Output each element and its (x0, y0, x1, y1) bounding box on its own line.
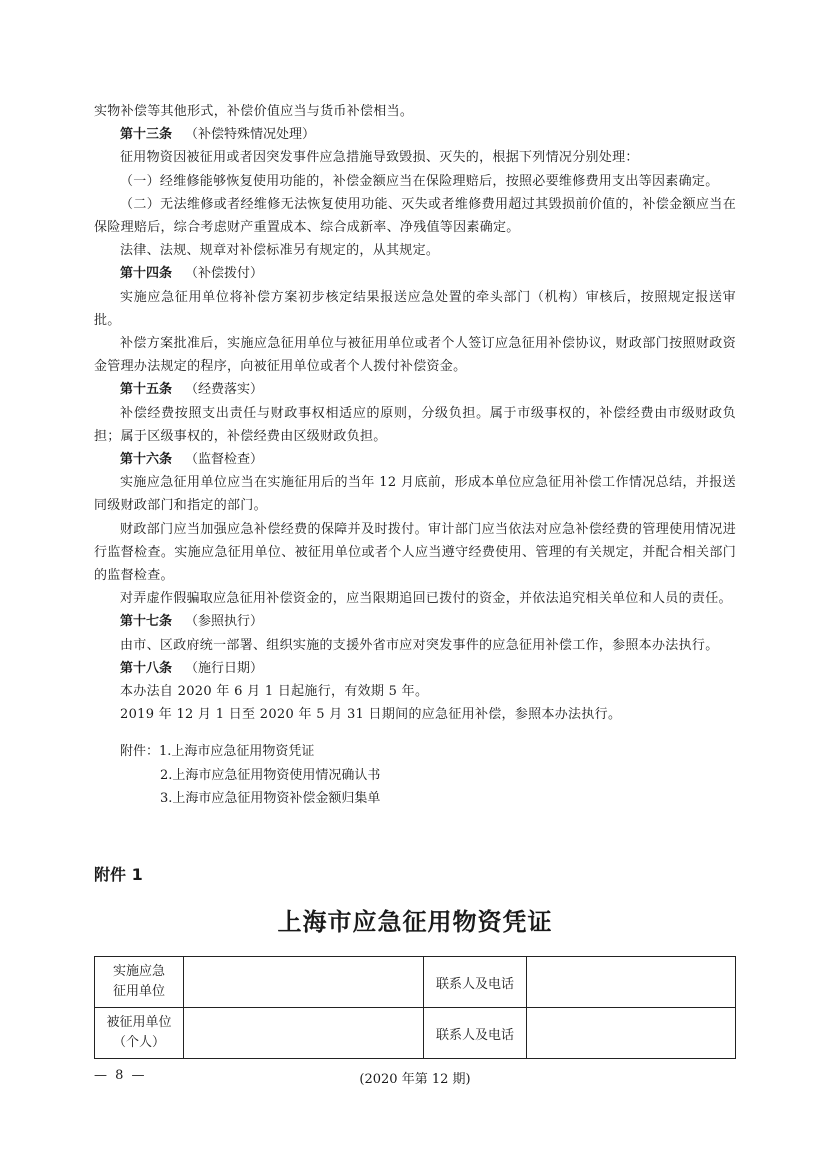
attachment-item: 1.上海市应急征用物资凭证 (159, 744, 315, 760)
spacer (94, 726, 736, 740)
contact-label: 联系人及电话 (424, 957, 527, 1008)
paragraph: （一）经维修能够恢复使用功能的，补偿金额应当在保险理赔后，按照必要维修费用支出等因素确定。 (120, 173, 719, 189)
article-heading-15: 第十五条 （经费落实） (120, 382, 264, 398)
paragraph: 由市、区政府统一部署、组织实施的支援外省市应对突发事件的应急征用补偿工作，参照本办法执行。 (120, 637, 719, 653)
paragraph: 2019 年 12 月 1 日至 2020 年 5 月 31 日期间的应急征用补偿，参照本办法执行。 (120, 707, 622, 723)
article-heading-14: 第十四条 （补偿拨付） (120, 266, 264, 282)
attachments-list: 附件：1.上海市应急征用物资凭证 (120, 744, 315, 760)
contact-label: 联系人及电话 (424, 1008, 527, 1059)
table-row (95, 957, 736, 1008)
annex-title: 上海市应急征用物资凭证 (277, 908, 553, 936)
article-heading-13: 第十三条 （补偿特殊情况处理） (120, 127, 316, 143)
attachment-item: 3.上海市应急征用物资补偿金额归集单 (160, 790, 381, 806)
voucher-form-table (94, 956, 736, 1059)
paragraph: （二）无法维修或者经维修无法恢复使用功能、灭失或者维修费用超过其毁损前价值的，补偿金额应当在保险理赔后，综合考虑财产重置成本、综合成新率、净残值等因素确定。 (94, 196, 736, 236)
paragraph: 财政部门应当加强应急补偿经费的保障并及时拨付。审计部门应当依法对应急补偿经费的管理使用情况进行监督检查。实施应急征用单位、被征用单位或者个人应当遵守经费使用、管理的有关规定，并配合相关部门的监督检查。 (94, 521, 736, 584)
paragraph: 补偿经费按照支出责任与财政事权相适应的原则，分级负担。属于市级事权的，补偿经费由市级财政负担；属于区级事权的，补偿经费由区级财政负担。 (94, 405, 736, 444)
requisition-unit-field[interactable] (184, 957, 424, 1008)
paragraph: 实施应急征用单位将补偿方案初步核定结果报送应急处置的牵头部门（机构）审核后，按照规定报送审批。 (94, 289, 736, 328)
table-row (95, 1008, 736, 1059)
article-heading-17: 第十七条 （参照执行） (120, 614, 264, 630)
requisitioned-unit-label: 被征用单位 （个人） (95, 1008, 184, 1059)
paragraph: 补偿方案批准后，实施应急征用单位与被征用单位或者个人签订应急征用补偿协议，财政部门按照财政资金管理办法规定的程序，向被征用单位或者个人拨付补偿资金。 (94, 336, 736, 375)
paragraph: 征用物资因被征用或者因突发事件应急措施导致毁损、灭失的，根据下列情况分别处理： (120, 150, 639, 166)
article-heading-16: 第十六条 （监督检查） (120, 452, 264, 468)
paragraph: 对弄虚作假骗取应急征用补偿资金的，应当限期追回已拨付的资金，并依法追究相关单位和人员的责任。 (120, 591, 732, 607)
attachment-item: 2.上海市应急征用物资使用情况确认书 (160, 767, 381, 783)
issue-number: (2020 年第 12 期) (359, 1072, 471, 1087)
requisitioned-unit-field[interactable] (184, 1008, 424, 1059)
paragraph: 法律、法规、规章对补偿标准另有规定的，从其规定。 (120, 243, 440, 259)
contact-field[interactable] (527, 1008, 736, 1059)
annex-label: 附件 1 (94, 865, 143, 884)
paragraph: 实施应急征用单位应当在实施征用后的当年 12 月底前，形成本单位应急征用补偿工作情况总结，并报送同级财政部门和指定的部门。 (94, 475, 736, 514)
article-heading-18: 第十八条 （施行日期） (120, 660, 264, 676)
requisition-unit-label: 实施应急 征用单位 (95, 957, 184, 1008)
document-body (94, 100, 736, 810)
contact-field[interactable] (527, 957, 736, 1008)
paragraph: 实物补偿等其他形式，补偿价值应当与货币补偿相当。 (94, 104, 414, 119)
page-number: — 8 — (94, 1068, 147, 1083)
paragraph: 本办法自 2020 年 6 月 1 日起施行，有效期 5 年。 (120, 684, 429, 700)
